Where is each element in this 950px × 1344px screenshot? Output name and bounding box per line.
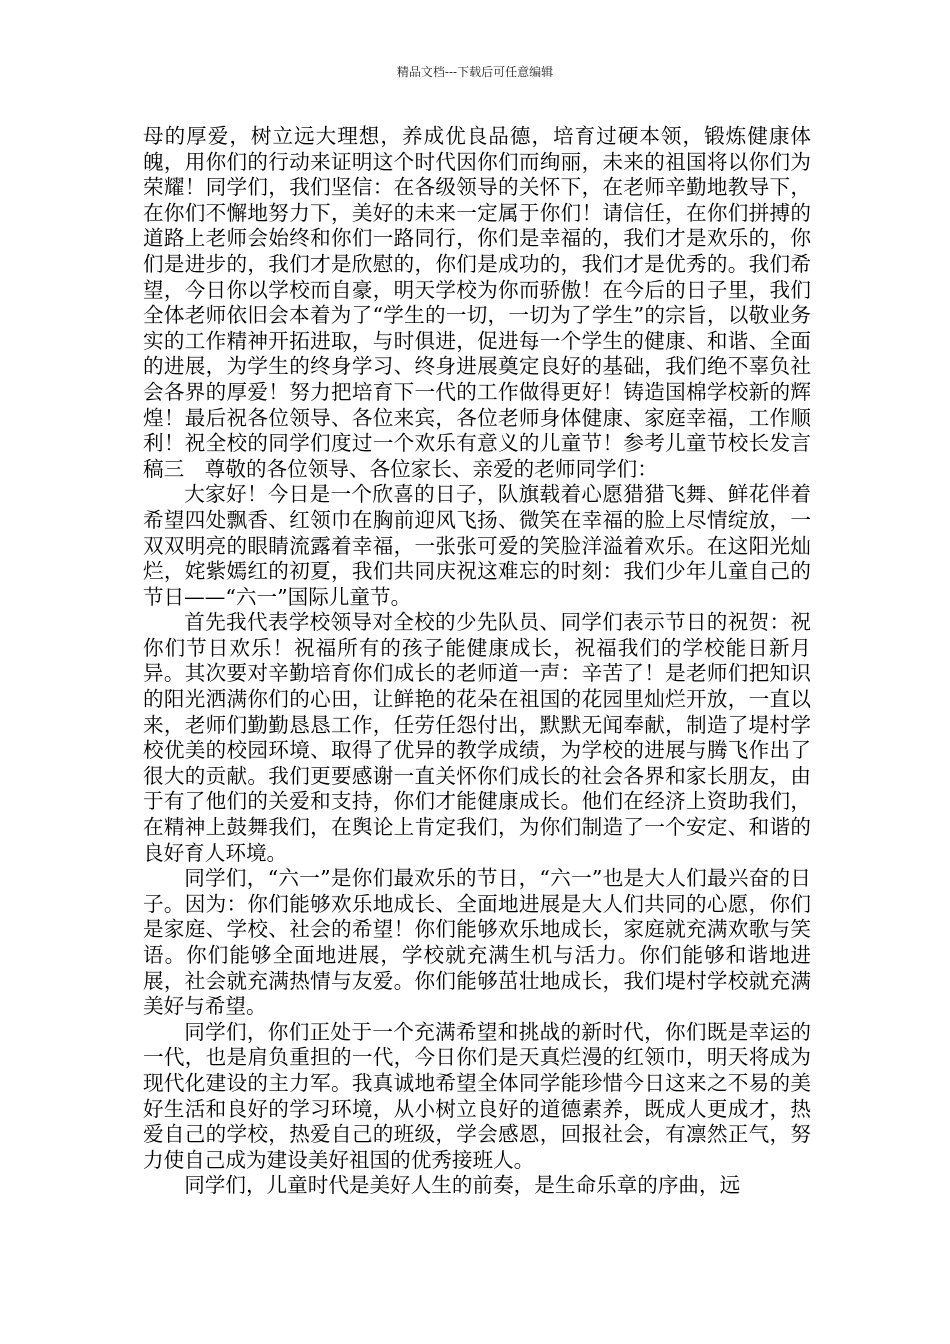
paragraph-2: 大家好！今日是一个欣喜的日子，队旗载着心愿猎猎飞舞、鲜花伴着希望四处飘香、红领巾在胸前迎风飞扬、微笑在幸福的脸上尽情绽放，一双双明亮的眼睛流露着幸福，一张张可爱的笑脸洋溢着欢乐。在这阳光灿烂，姹紫嫣红的初夏，我们共同庆祝这难忘的时刻：我们少年儿童自己的节日——“六一”国际儿童节。 (143, 482, 811, 609)
paragraph-1: 母的厚爱，树立远大理想，养成优良品德，培育过硬本领，锻炼健康体魄，用你们的行动来证明这个时代因你们而绚丽，未来的祖国将以你们为荣耀！同学们，我们坚信：在各级领导的关怀下，在老师辛勤地教导下，在你们不懈地努力下，美好的未来一定属于你们！请信任，在你们拼搏的道路上老师会始终和你们一路同行，你们是幸福的，我们才是欢乐的，你们是进步的，我们才是欣慰的，你们是成功的，我们才是优秀的。我们希望，今日你以学校而自豪，明天学校为你而骄傲！在今后的日子里，我们全体老师依旧会本着为了“学生的一切，一切为了学生”的宗旨，以敬业务实的工作精神开拓进取，与时俱进，促进每一个学生的健康、和谐、全面的进展，为学生的终身学习、终身进展奠定良好的基础，我们绝不辜负社会各界的厚爱！努力把培育下一代的工作做得更好！铸造国棉学校新的辉煌！最后祝各位领导、各位来宾，各位老师身体健康、家庭幸福，工作顺利！祝全校的同学们度过一个欢乐有意义的儿童节！参考儿童节校长发言稿三 尊敬的各位领导、各位家长、亲爱的老师同学们： (143, 124, 811, 481)
page-header: 精品文档---下载后可任意编辑 (396, 65, 554, 79)
paragraph-5: 同学们，你们正处于一个充满希望和挑战的新时代，你们既是幸运的一代，也是肩负重担的一代，今日你们是天真烂漫的红领巾，明天将成为现代化建设的主力军。我真诚地希望全体同学能珍惜今日这来之不易的美好生活和良好的学习环境，从小树立良好的道德素养，既成人更成才，热爱自己的学校，热爱自己的班级，学会感恩，回报社会，有凛然正气，努力使自己成为建设美好祖国的优秀接班人。 (143, 1019, 811, 1172)
paragraph-4: 同学们，“六一”是你们最欢乐的节日，“六一”也是大人们最兴奋的日子。因为：你们能够欢乐地成长、全面地进展是大人们共同的心愿，你们是家庭、学校、社会的希望！你们能够欢乐地成长，家庭就充满欢歌与笑语。你们能够全面地进展，学校就充满生机与活力。你们能够和谐地进展，社会就充满热情与友爱。你们能够茁壮地成长，我们堤村学校就充满美好与希望。 (143, 866, 811, 1019)
paragraph-3: 首先我代表学校领导对全校的少先队员、同学们表示节日的祝贺：祝你们节日欢乐！祝福所有的孩子能健康成长，祝福我们的学校能日新月异。其次要对辛勤培育你们成长的老师道一声：辛苦了！是老师们把知识的阳光洒满你们的心田，让鲜艳的花朵在祖国的花园里灿烂开放，一直以来，老师们勤勤恳恳工作，任劳任怨付出，默默无闻奉献，制造了堤村学校优美的校园环境、取得了优异的教学成绩，为学校的进展与腾飞作出了很大的贡献。我们更要感谢一直关怀你们成长的社会各界和家长朋友，由于有了他们的关爱和支持，你们才能健康成长。他们在经济上资助我们，在精神上鼓舞我们，在舆论上肯定我们，为你们制造了一个安定、和谐的良好育人环境。 (143, 610, 811, 865)
paragraph-6: 同学们，儿童时代是美好人生的前奏，是生命乐章的序曲，远 (184, 1173, 741, 1198)
document-body (143, 124, 811, 1199)
